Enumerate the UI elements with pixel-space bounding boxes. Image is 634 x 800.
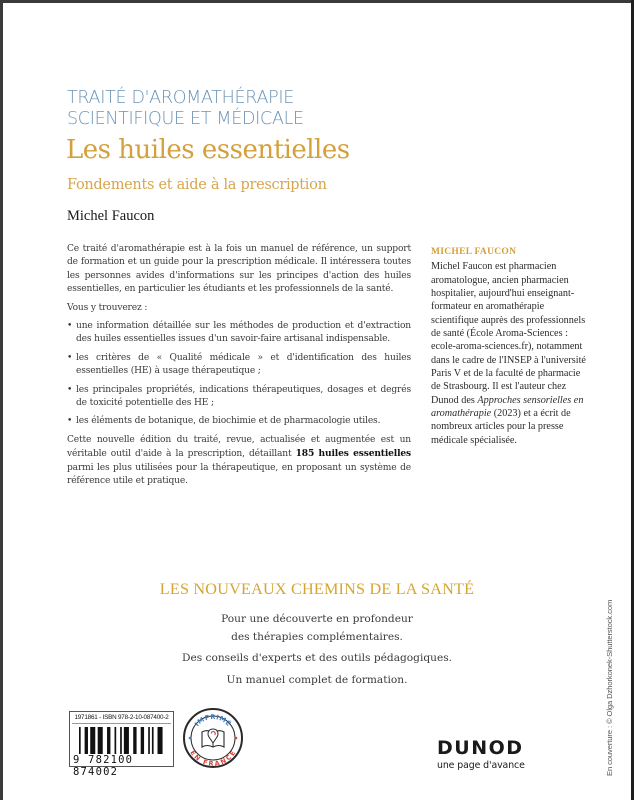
collection-line: Des conseils d'experts et des outils pédagogiques. — [181, 652, 453, 664]
blurb-intro: Ce traité d'aromathérapie est à la fois un manuel de référence, un support de formation et un guide pour la prescription médicale. Il intéressera toutes les personnes avides d'informations sur les principes d'action des huiles essentielles, en particulier les étudiants et les professionnels de la santé. — [67, 244, 411, 295]
barcode-bar — [141, 727, 144, 754]
bio-heading: MICHEL FAUCON — [431, 247, 517, 257]
barcode-bar — [90, 727, 95, 754]
barcode-bar — [115, 727, 117, 754]
bio-text: Michel Faucon est pharmacien aromatologue, ancien pharmacien hospitalier, aujourd'hui enseignant-formateur en aromathérapie scientifique auprès des professionnels de santé (École Aroma-Sciences : ecole-aroma-sciences.fr), notamment dans le cadre de l'INSEP à l'université Paris V et de la faculté de pharmacie de Strasbourg. Il est l'auteur chez Dunod des Approches sensorielles en aromathérapie (2023) et a écrit de nombreux articles pour la presse médicale spécialisée. — [431, 261, 586, 446]
isbn-barcode — [69, 711, 174, 778]
badge-top-text: IMPRIMÉ — [193, 712, 233, 729]
collection-line: Un manuel complet de formation. — [226, 673, 408, 686]
barcode-bar — [148, 727, 150, 754]
barcode-bar — [158, 727, 163, 754]
bullet-icon: • — [67, 416, 73, 427]
list-item: • les éléments de botanique, de biochimie et de pharmacologie utiles. — [67, 415, 411, 428]
collection-name: LES NOUVEAUX CHEMINS DE LA SANTÉ — [159, 580, 475, 598]
book-subtitle: Fondements et aide à la prescription — [67, 177, 327, 193]
barcode-bar — [85, 727, 88, 754]
barcode-bar — [107, 727, 110, 754]
list-item: • une information détaillée sur les méthodes de production et d'extraction des huiles essentielles issues d'un savoir-faire artisanal indispensable. — [67, 321, 411, 345]
isbn-label: 1971861 - ISBN 978-2-10-087400-2 — [72, 714, 171, 724]
badge-bottom-text: EN FRANCE — [188, 748, 238, 768]
collection-line: Pour une découverte en profondeur — [221, 613, 413, 625]
imprime-en-france-badge-icon — [182, 707, 244, 769]
blurb — [67, 243, 411, 494]
bullet-icon: • — [67, 321, 73, 332]
collection-description — [0, 611, 634, 689]
publisher-logo: DUNOD — [437, 737, 524, 759]
bio-book-title: Approches sensorielles en aromathérapie — [431, 394, 584, 420]
barcode-bar — [98, 727, 103, 754]
barcode-bar — [124, 727, 129, 754]
cover-credit: En couverture : © Olga Dzhorkonek-Shutterstock.com — [605, 599, 614, 776]
collection-line: des thérapies complémentaires. — [231, 630, 403, 643]
book-title: Les huiles essentielles — [66, 135, 350, 165]
author-bio — [431, 246, 589, 447]
list-item: • les critères de « Qualité médicale » et d'identification des huiles essentielles (HE) à usage thérapeutique ; — [67, 352, 411, 377]
blurb-list — [67, 320, 411, 429]
bullet-icon: • — [67, 384, 73, 395]
blurb-closing: Cette nouvelle édition du traité, revue, actualisée et augmentée est un véritable outil d'aide à la prescription, détaillant 185 huiles essentielles parmi les plus utilisées pour la thérapeutique, en proposant un système de référence utile et pratique. — [67, 434, 411, 487]
barcode-bar — [79, 727, 81, 754]
highlight-count: 185 huiles essentielles — [295, 448, 411, 460]
barcode-bar — [133, 727, 136, 754]
author-name: Michel Faucon — [67, 208, 155, 224]
barcode-bar — [152, 727, 154, 754]
publisher-tagline: une page d'avance — [437, 760, 525, 771]
series-title-line-2: SCIENTIFIQUE ET MÉDICALE — [67, 109, 304, 129]
barcode-bar — [120, 727, 122, 754]
barcode-number: 9 782100 874002 — [73, 754, 134, 778]
bullet-icon: • — [67, 352, 73, 363]
list-item: • les principales propriétés, indications thérapeutiques, dosages et degrés de toxicité potentielle des HE ; — [67, 384, 411, 409]
barcode-bars-icon — [79, 727, 165, 754]
blurb-list-intro: Vous y trouverez : — [67, 302, 148, 313]
series-title-line-1: TRAITÉ D'AROMATHÉRAPIE — [67, 88, 294, 108]
series-title — [67, 88, 304, 130]
